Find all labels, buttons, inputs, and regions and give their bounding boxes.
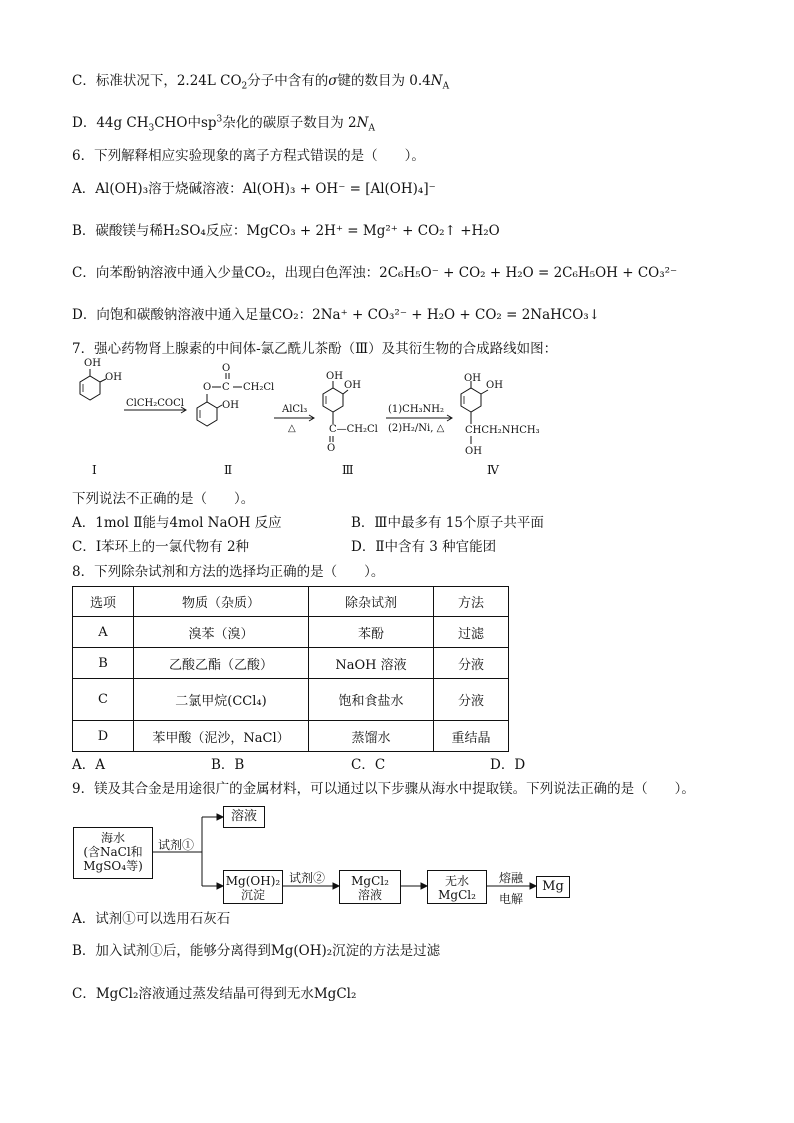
- box-line: MgCl₂: [438, 888, 476, 902]
- q7-ask: 下列说法不正确的是（ ）。: [72, 491, 255, 507]
- reagent-2-top: AlCl₃: [282, 404, 308, 415]
- q5-d-sup: 3: [216, 114, 223, 125]
- q5-c-mid: 分子中含有的: [247, 73, 329, 89]
- q9-option-b: B．加入试剂①后，能够分离得到Mg(OH)₂沉淀的方法是过滤: [72, 943, 441, 959]
- reagent-2-bottom: △: [288, 423, 296, 434]
- q5-c-sub: 2: [241, 81, 248, 92]
- compound1-oh-top: OH: [84, 358, 101, 369]
- compound-label-1: Ⅰ: [92, 463, 97, 477]
- box-line: MgCl₂: [351, 874, 389, 888]
- table-cell: 二氯甲烷(CCl₄): [134, 679, 309, 721]
- compound2-o: O: [203, 382, 212, 393]
- compound3-oh-top: OH: [326, 371, 343, 382]
- compound-label-2: Ⅱ: [224, 463, 233, 477]
- table-cell: NaOH 溶液: [309, 648, 434, 679]
- box-line: MgSO₄等): [83, 859, 143, 873]
- table-cell: 分液: [434, 648, 509, 679]
- q5-c-text: C．标准状况下，2.24L CO: [72, 73, 242, 89]
- reagent-3-top: (1)CH₃NH₂: [388, 404, 445, 415]
- box-line: 溶液: [230, 809, 257, 824]
- header-cell: 除杂试剂: [309, 587, 434, 617]
- compound2-oh: OH: [222, 400, 239, 411]
- q8-stem: 8．下列除杂试剂和方法的选择均正确的是（ ）。: [72, 564, 385, 580]
- melt-label: 熔融: [499, 871, 524, 885]
- box-line: Mg: [542, 879, 564, 894]
- table-cell: 溴苯（溴）: [134, 617, 309, 648]
- reagent-3-bottom: (2)H₂/Ni, △: [388, 423, 445, 434]
- q5-d-mid: CHO中sp: [154, 115, 217, 131]
- q9-option-c: C．MgCl₂溶液通过蒸发结晶可得到无水MgCl₂: [72, 986, 357, 1002]
- box-line: (含NaCl和: [83, 845, 143, 859]
- q5-d-post: 杂化的碳原子数目为 2: [222, 115, 357, 131]
- table-cell: 过滤: [434, 617, 509, 648]
- avogadro-n: N: [430, 73, 443, 89]
- compound2-o-top: O: [222, 363, 231, 374]
- compound4-oh-right: OH: [486, 380, 503, 391]
- q5-d-sub: 3: [148, 123, 155, 134]
- header-cell: 选项: [73, 587, 134, 617]
- header-cell: 方法: [434, 587, 509, 617]
- q5-d-text: D．44g CH: [72, 115, 149, 131]
- table-cell: 蒸馏水: [309, 721, 434, 752]
- q8-option-c: C．C: [351, 757, 386, 773]
- q8-option-b: B．B: [211, 757, 245, 773]
- box-line: 无水: [444, 874, 469, 888]
- compound4-side-chain: CHCH₂NHCH₃: [465, 425, 540, 436]
- q6-option-c: C．向苯酚钠溶液中通入少量CO₂，出现白色浑浊：2C₆H₅O⁻ + CO₂ + H₂O = 2C₆H₅OH + CO₃²⁻: [72, 265, 678, 281]
- electrolysis-label: 电解: [499, 892, 524, 906]
- sigma-symbol: σ: [328, 73, 338, 89]
- avogadro-n: N: [356, 115, 369, 131]
- compound2-c: C: [222, 382, 230, 393]
- table-cell: 苯甲酸（泥沙，NaCl）: [134, 721, 309, 752]
- table-cell: D: [73, 721, 134, 752]
- table-cell: 分液: [434, 679, 509, 721]
- box-line: Mg(OH)₂: [225, 874, 281, 888]
- q6-option-a: A．Al(OH)₃溶于烧碱溶液：Al(OH)₃ + OH⁻ = [Al(OH)₄]⁻: [72, 181, 436, 197]
- box-line: 海水: [100, 831, 125, 845]
- reagent-1-label: 试剂①: [158, 838, 195, 852]
- compound-label-3: Ⅲ: [342, 463, 354, 477]
- table-cell: 重结晶: [434, 721, 509, 752]
- q6-option-b: B．碳酸镁与稀H₂SO₄反应：MgCO₃ + 2H⁺ = Mg²⁺ + CO₂↑ +H₂O: [72, 223, 500, 239]
- compound3-o: O: [327, 443, 336, 454]
- q9-stem: 9．镁及其合金是用途很广的金属材料，可以通过以下步骤从海水中提取镁。下列说法正确的是（ ）。: [72, 781, 695, 797]
- q7-option-c: C．Ⅰ苯环上的一氯代物有 2种: [72, 539, 250, 555]
- compound-label-4: Ⅳ: [487, 463, 499, 477]
- q7-option-a: A．1mol Ⅱ能与4mol NaOH 反应: [72, 515, 282, 531]
- q9-option-a: A．试剂①可以选用石灰石: [72, 911, 231, 927]
- compound3-side-chain: C—CH₂Cl: [329, 424, 378, 435]
- compound1-oh-right: OH: [105, 372, 122, 383]
- table-cell: 乙酸乙酯（乙酸）: [134, 648, 309, 679]
- table-cell: B: [73, 648, 134, 679]
- q8-option-a: A．A: [72, 757, 105, 773]
- box-line: 溶液: [357, 888, 382, 902]
- reagent-2-label: 试剂②: [289, 871, 326, 885]
- reagent-1: ClCH₂COCl: [126, 398, 184, 409]
- avogadro-a: A: [442, 81, 450, 92]
- q7-stem: 7．强心药物肾上腺素的中间体-氯乙酰儿茶酚（Ⅲ）及其衍生物的合成路线如图：: [72, 341, 558, 357]
- avogadro-a: A: [368, 123, 375, 134]
- compound4-oh-bottom: OH: [465, 446, 482, 457]
- q6-option-d: D．向饱和碳酸钠溶液中通入足量CO₂：2Na⁺ + CO₃²⁻ + H₂O + CO₂ = 2NaHCO₃↓: [72, 307, 601, 323]
- table-cell: C: [73, 679, 134, 721]
- compound3-oh-right: OH: [344, 380, 361, 391]
- box-line: 沉淀: [240, 888, 265, 902]
- q7-option-d: D．Ⅱ中含有 3 种官能团: [351, 539, 497, 555]
- table-cell: A: [73, 617, 134, 648]
- compound2-ch2cl: CH₂Cl: [243, 382, 275, 393]
- compound4-oh-top: OH: [464, 373, 481, 384]
- header-cell: 物质（杂质）: [134, 587, 309, 617]
- table-cell: 苯酚: [309, 617, 434, 648]
- q6-stem: 6．下列解释相应实验现象的离子方程式错误的是（ ）。: [72, 148, 425, 164]
- q8-option-d: D．D: [490, 757, 526, 773]
- q5-c-post: 键的数目为 0.4: [337, 73, 431, 89]
- table-cell: 饱和食盐水: [309, 679, 434, 721]
- q7-option-b: B．Ⅲ中最多有 15个原子共平面: [351, 515, 544, 531]
